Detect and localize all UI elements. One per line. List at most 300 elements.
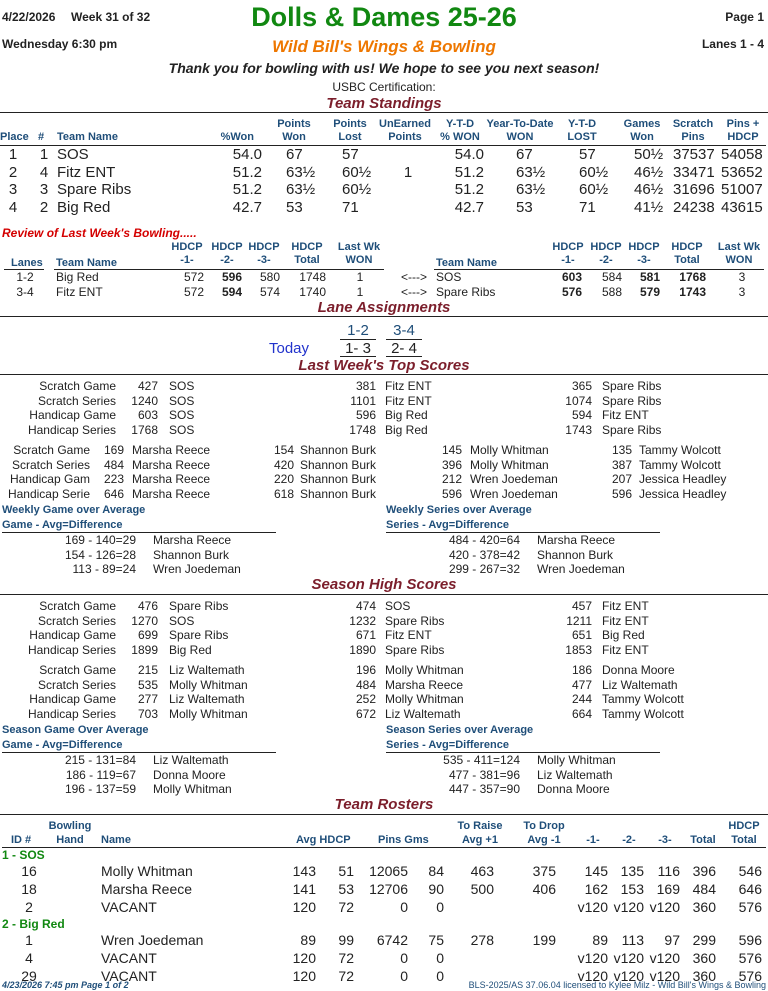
team-score-value: 596: [355, 408, 376, 422]
roster-game-2: 153: [620, 881, 644, 897]
indiv-score-value: 196: [355, 663, 376, 677]
standing-pct-won: 51.2: [232, 163, 262, 181]
team-score-team: SOS: [169, 379, 195, 393]
review-won: 1: [356, 284, 364, 299]
review-game-1: 572: [183, 270, 204, 284]
team-score-team: Fitz ENT: [385, 393, 432, 408]
team-score-label: Scratch Game: [39, 599, 116, 613]
indiv-score-bowler: Molly Whitman: [470, 457, 549, 472]
col-unearned-2: Points: [388, 131, 422, 143]
review-g2-b: -2-: [599, 254, 613, 266]
team-score-value: 603: [137, 408, 158, 422]
standing-points-won: 63½: [286, 181, 316, 198]
standing-team-name: Spare Ribs: [57, 181, 132, 198]
review-opp-game-2: 588: [601, 284, 622, 299]
indiv-score-label: Scratch Series: [37, 677, 116, 692]
roster-bowler-id: 4: [25, 950, 33, 966]
lane-pair-2: 3-4: [393, 322, 415, 339]
col-num: #: [38, 131, 45, 143]
standing-points-won: 53: [286, 198, 303, 216]
roster-bowler-id: 29: [21, 968, 37, 984]
col-points-won-1: Points: [277, 118, 311, 130]
standing-points-lost: 57: [342, 146, 359, 163]
roster-game-1: 162: [584, 881, 608, 897]
indiv-score-bowler: Marsha Reece: [132, 486, 211, 501]
standing-points-lost: 60½: [342, 163, 372, 181]
team-score-team: Big Red: [385, 422, 428, 437]
col-unearned-1: UnEarned: [379, 118, 431, 130]
standing-games-won: 50½: [634, 146, 664, 163]
standing-ytd-pct: 51.2: [454, 163, 484, 181]
review-vs-arrow: <--->: [400, 270, 427, 284]
roster-to-drop: 375: [532, 863, 556, 879]
standing-scratch-pins: 33471: [673, 163, 715, 181]
standing-place: 1: [8, 146, 18, 163]
over-average-calc: 215 - 131=84: [64, 753, 136, 767]
roster-average: 89: [300, 932, 316, 948]
roster-col-hdcp-1: HDCP: [728, 820, 760, 832]
team-score-value: 365: [571, 379, 592, 393]
roster-handicap: 72: [338, 968, 354, 984]
roster-handicap: 99: [338, 932, 354, 948]
review-opp-game-3: 581: [639, 270, 660, 284]
standing-points-won: 63½: [286, 163, 316, 181]
indiv-score-value: 535: [137, 677, 158, 692]
indiv-score-bowler: Molly Whitman: [470, 443, 549, 457]
indiv-score-label: Scratch Game: [13, 443, 90, 457]
review-vs-arrow: <--->: [400, 284, 427, 299]
roster-col-hand-1: Bowling: [48, 820, 92, 832]
over-average-calc: 186 - 119=67: [65, 767, 136, 782]
roster-average: 120: [292, 950, 316, 966]
over-average-bowler: Shannon Burk: [537, 547, 614, 562]
standing-place: 4: [8, 198, 18, 216]
roster-hdcp-total: 576: [738, 968, 762, 984]
last-week-top-title: Last Week's Top Scores: [298, 357, 470, 374]
over-average-calc: 196 - 137=59: [64, 782, 136, 796]
sh-game-over-subtitle: Game - Avg=Difference: [2, 739, 123, 751]
review-team: Big Red: [56, 270, 99, 284]
roster-col-name: Name: [101, 834, 131, 846]
roster-bowler-name: Marsha Reece: [101, 881, 193, 897]
team-score-team: Spare Ribs: [602, 379, 662, 393]
indiv-score-label: Scratch Series: [11, 457, 90, 472]
indiv-score-value: 223: [103, 472, 124, 486]
review-total-1-a: HDCP: [291, 241, 323, 253]
review-lastwk-2-a: WON: [345, 254, 373, 266]
team-score-value: 651: [571, 628, 592, 642]
team-score-value: 474: [355, 599, 376, 613]
roster-hdcp-total: 576: [738, 950, 762, 966]
standing-ytd-lost: 57: [579, 146, 596, 163]
team-score-value: 1211: [566, 613, 592, 628]
review-lastwk-1-a: Last Wk: [337, 241, 381, 253]
roster-game-1: v120: [577, 899, 608, 915]
over-average-calc: 299 - 267=32: [448, 562, 520, 576]
standing-place: 3: [8, 181, 18, 198]
standing-unearned: 1: [403, 163, 413, 181]
standing-points-lost: 71: [342, 198, 359, 216]
roster-col-g3: -3-: [658, 834, 672, 846]
roster-handicap: 51: [338, 863, 354, 879]
roster-total: 299: [692, 932, 716, 948]
indiv-score-bowler: Liz Waltemath: [602, 677, 678, 692]
over-average-calc: 420 - 378=42: [448, 547, 520, 562]
team-score-label: Handicap Game: [29, 628, 116, 642]
col-ytd-pct-1: Y-T-D: [445, 118, 475, 130]
team-score-label: Scratch Series: [37, 393, 116, 408]
roster-to-raise: 500: [470, 881, 494, 897]
review-total: 1740: [299, 284, 326, 299]
indiv-score-bowler: Marsha Reece: [132, 472, 211, 486]
indiv-score-value: 186: [571, 663, 592, 677]
indiv-score-value: 135: [611, 443, 632, 457]
indiv-score-bowler: Shannon Burk: [300, 486, 377, 501]
footer-printed: 4/23/2026 7:45 pm Page 1 of 2: [2, 980, 129, 990]
indiv-score-label: Handicap Game: [29, 692, 116, 706]
review-lanes: 1-2: [16, 270, 34, 284]
team-score-team: Spare Ribs: [602, 422, 662, 437]
standing-games-won: 46½: [634, 181, 664, 198]
standing-team-number: 3: [39, 181, 49, 198]
roster-pins: 12706: [369, 881, 408, 897]
over-average-bowler: Marsha Reece: [537, 533, 616, 547]
indiv-score-value: 703: [137, 706, 158, 721]
team-score-value: 1899: [131, 642, 158, 657]
team-score-team: SOS: [385, 599, 411, 613]
team-score-value: 427: [137, 379, 158, 393]
over-average-bowler: Liz Waltemath: [153, 753, 229, 767]
over-average-bowler: Donna Moore: [537, 782, 610, 796]
indiv-score-value: 212: [441, 472, 462, 486]
team-score-value: 1768: [131, 422, 158, 437]
review-lastwk-2-b: WON: [725, 254, 753, 266]
indiv-score-bowler: Marsha Reece: [132, 457, 211, 472]
over-average-calc: 447 - 357=90: [448, 782, 520, 796]
team-score-team: Fitz ENT: [385, 379, 432, 393]
roster-handicap: 53: [338, 881, 354, 897]
team-score-team: Fitz ENT: [602, 642, 649, 657]
indiv-score-value: 646: [103, 486, 124, 501]
over-average-calc: 484 - 420=64: [448, 533, 520, 547]
over-average-calc: 535 - 411=124: [443, 753, 520, 767]
review-team-header-a: Team Name: [56, 257, 117, 269]
team-score-team: Fitz ENT: [602, 408, 649, 422]
lw-game-over-subtitle: Game - Avg=Difference: [2, 519, 123, 531]
roster-game-1: 89: [592, 932, 608, 948]
center-name: Wild Bill's Wings & Bowling: [272, 37, 496, 56]
standing-pct-won: 51.2: [232, 181, 262, 198]
roster-games: 90: [428, 881, 444, 897]
roster-average: 120: [292, 899, 316, 915]
divider: [0, 316, 768, 317]
roster-team-label: 2 - Big Red: [2, 917, 65, 931]
roster-games: 0: [436, 899, 444, 915]
roster-average: 141: [292, 881, 316, 897]
indiv-score-value: 252: [355, 692, 376, 706]
roster-pins: 6742: [376, 932, 408, 948]
indiv-score-value: 277: [137, 692, 158, 706]
indiv-score-bowler: Liz Waltemath: [385, 706, 461, 721]
roster-games: 0: [436, 968, 444, 984]
team-score-team: Spare Ribs: [169, 599, 229, 613]
standing-games-won: 41½: [634, 198, 664, 216]
over-average-bowler: Molly Whitman: [153, 782, 232, 796]
indiv-score-bowler: Jessica Headley: [639, 486, 727, 501]
standing-team-number: 4: [39, 163, 49, 181]
roster-game-3: 169: [656, 881, 680, 897]
roster-game-3: v120: [649, 968, 680, 984]
indiv-score-value: 207: [611, 472, 632, 486]
indiv-score-value: 396: [441, 457, 462, 472]
roster-col-pins-gms: Pins Gms: [378, 834, 429, 846]
roster-col-hdcp-2: Total: [731, 834, 757, 846]
divider: [0, 112, 768, 113]
over-average-bowler: Wren Joedeman: [153, 562, 241, 576]
standing-ytd-lost: 71: [579, 198, 596, 216]
roster-game-1: v120: [577, 950, 608, 966]
col-scratch-pins-1: Scratch: [672, 118, 714, 130]
review-opp-total: 1768: [679, 270, 706, 284]
roster-game-3: 97: [664, 932, 680, 948]
team-score-label: Scratch Game: [39, 379, 116, 393]
lw-game-over-title: Weekly Game over Average: [2, 504, 146, 516]
indiv-score-bowler: Molly Whitman: [385, 692, 464, 706]
indiv-score-value: 387: [611, 457, 632, 472]
indiv-score-bowler: Tammy Wolcott: [602, 706, 684, 721]
roster-col-total: Total: [690, 834, 716, 846]
lw-series-over-subtitle: Series - Avg=Difference: [386, 519, 509, 531]
team-score-value: 1743: [565, 422, 592, 437]
review-lastwk-1-b: Last Wk: [717, 241, 761, 253]
roster-handicap: 72: [338, 950, 354, 966]
over-average-bowler: Marsha Reece: [153, 533, 232, 547]
page-number: Page 1: [725, 10, 764, 24]
review-game-3: 574: [259, 284, 280, 299]
over-average-bowler: Shannon Burk: [153, 547, 230, 562]
standing-points-won: 67: [286, 146, 303, 163]
review-g3-a: -3-: [257, 254, 271, 266]
over-average-calc: 477 - 381=96: [448, 767, 520, 782]
roster-bowler-name: Wren Joedeman: [101, 932, 204, 948]
roster-to-drop: 199: [532, 932, 556, 948]
col-place: Place: [0, 131, 29, 143]
indiv-score-value: 220: [273, 472, 294, 486]
roster-to-raise: 278: [470, 932, 494, 948]
roster-hdcp-total: 596: [738, 932, 762, 948]
team-score-value: 671: [355, 628, 376, 642]
team-score-team: SOS: [169, 408, 195, 422]
col-ytd-lost-1: Y-T-D: [567, 118, 597, 130]
standing-team-name: Big Red: [57, 198, 111, 216]
indiv-score-bowler: Donna Moore: [602, 663, 675, 677]
indiv-score-value: 618: [273, 486, 294, 501]
week-label: Week 31 of 32: [71, 10, 151, 24]
season-high-title: Season High Scores: [311, 576, 457, 593]
team-score-value: 1270: [131, 613, 158, 628]
col-ytd-won-2: WON: [506, 131, 534, 143]
review-title: Review of Last Week's Bowling.....: [2, 226, 197, 240]
team-score-label: Handicap Series: [27, 642, 116, 657]
roster-col-g1: -1-: [586, 834, 600, 846]
standing-pins-hdcp: 53652: [721, 163, 763, 181]
review-g3-b: -3-: [637, 254, 651, 266]
review-g1-b: -1-: [561, 254, 575, 266]
roster-games: 0: [436, 950, 444, 966]
review-hdcp-1-a: HDCP: [171, 241, 203, 253]
standing-points-lost: 60½: [342, 181, 372, 198]
roster-games: 84: [428, 863, 444, 879]
roster-hdcp-total: 646: [738, 881, 762, 897]
indiv-score-label: Scratch Game: [39, 663, 116, 677]
review-opp-game-3: 579: [639, 284, 660, 299]
roster-total: 484: [692, 881, 716, 897]
col-ytd-won-1: Year-To-Date: [486, 118, 554, 130]
review-game-3: 580: [259, 270, 280, 284]
indiv-score-bowler: Molly Whitman: [169, 677, 248, 692]
indiv-score-bowler: Wren Joedeman: [470, 486, 558, 501]
roster-pins: 0: [400, 950, 408, 966]
indiv-score-value: 244: [571, 692, 592, 706]
roster-hdcp-total: 576: [738, 899, 762, 915]
review-total-2-a: Total: [294, 254, 320, 266]
roster-total: 360: [692, 950, 716, 966]
col-points-lost-2: Lost: [338, 131, 362, 143]
report-date: 4/22/2026: [2, 10, 56, 24]
indiv-score-value: 596: [611, 486, 632, 501]
roster-pins: 0: [400, 968, 408, 984]
over-average-bowler: Wren Joedeman: [537, 562, 625, 576]
col-scratch-pins-2: Pins: [681, 131, 705, 143]
indiv-score-bowler: Tammy Wolcott: [602, 692, 684, 706]
roster-to-raise: 463: [470, 863, 494, 879]
sh-series-over-subtitle: Series - Avg=Difference: [386, 739, 509, 751]
col-games-won-1: Games: [623, 118, 661, 130]
col-points-lost-1: Points: [333, 118, 367, 130]
today-label: Today: [269, 340, 310, 357]
review-hdcp-3-a: HDCP: [248, 241, 280, 253]
review-won: 1: [356, 270, 364, 284]
indiv-score-bowler: Liz Waltemath: [169, 663, 245, 677]
roster-bowler-name: VACANT: [101, 899, 157, 915]
indiv-score-bowler: Liz Waltemath: [169, 692, 245, 706]
standing-team-name: Fitz ENT: [57, 163, 116, 181]
review-lanes: 3-4: [16, 284, 34, 299]
team-score-team: Spare Ribs: [385, 613, 445, 628]
review-opp-game-1: 603: [561, 270, 582, 284]
standing-ytd-pct: 54.0: [454, 146, 484, 163]
indiv-score-value: 154: [273, 443, 294, 457]
team-score-value: 1240: [131, 393, 158, 408]
divider: [0, 814, 768, 815]
roster-total: 360: [692, 968, 716, 984]
team-score-team: Big Red: [169, 642, 212, 657]
indiv-score-label: Handicap Serie: [7, 486, 90, 501]
lanes-range: Lanes 1 - 4: [701, 37, 764, 51]
review-hdcp-2-b: HDCP: [590, 241, 622, 253]
indiv-score-bowler: Tammy Wolcott: [639, 457, 721, 472]
roster-game-2: v120: [613, 968, 644, 984]
team-score-team: Spare Ribs: [602, 393, 662, 408]
standing-pins-hdcp: 54058: [721, 146, 763, 163]
lane-assignments-title: Lane Assignments: [317, 299, 451, 316]
team-score-value: 1101: [350, 393, 376, 408]
standing-pct-won: 42.7: [232, 198, 262, 216]
review-opp-game-2: 584: [601, 270, 622, 284]
roster-bowler-name: VACANT: [101, 950, 157, 966]
over-average-calc: 113 - 89=24: [72, 562, 136, 576]
over-average-bowler: Donna Moore: [153, 767, 226, 782]
standing-place: 2: [8, 163, 18, 181]
indiv-score-bowler: Jessica Headley: [639, 472, 727, 486]
indiv-score-value: 145: [441, 443, 462, 457]
team-score-team: Fitz ENT: [602, 613, 649, 628]
team-score-value: 381: [355, 379, 376, 393]
over-average-bowler: Molly Whitman: [537, 753, 616, 767]
review-hdcp-1-b: HDCP: [552, 241, 584, 253]
review-game-1: 572: [183, 284, 204, 299]
standing-team-number: 1: [39, 146, 49, 163]
roster-game-2: 113: [621, 932, 644, 948]
team-score-value: 1890: [349, 642, 376, 657]
standing-ytd-won: 63½: [516, 163, 546, 181]
roster-total: 396: [692, 863, 716, 879]
team-score-value: 1853: [565, 642, 592, 657]
league-title: Dolls & Dames 25-26: [251, 2, 517, 32]
review-lanes-header: Lanes: [11, 257, 43, 269]
roster-average: 120: [292, 968, 316, 984]
indiv-score-value: 484: [103, 457, 124, 472]
review-opp-game-1: 576: [561, 284, 582, 299]
standing-scratch-pins: 37537: [673, 146, 715, 163]
review-g1-a: -1-: [180, 254, 194, 266]
matchup-1: 1- 3: [345, 340, 371, 357]
standing-ytd-lost: 60½: [579, 163, 609, 181]
roster-to-drop: 406: [532, 881, 556, 897]
over-average-calc: 169 - 140=29: [64, 533, 136, 547]
indiv-score-value: 169: [103, 443, 124, 457]
roster-bowler-id: 2: [25, 899, 33, 915]
indiv-score-bowler: Tammy Wolcott: [639, 443, 721, 457]
lane-pair-1: 1-2: [347, 322, 369, 339]
roster-bowler-name: Molly Whitman: [101, 863, 193, 879]
indiv-score-value: 215: [137, 663, 158, 677]
team-score-team: Spare Ribs: [169, 628, 229, 642]
roster-game-3: 116: [657, 863, 680, 879]
review-opp-won: 3: [738, 284, 746, 299]
team-score-team: SOS: [169, 613, 195, 628]
roster-col-avg-hdcp: Avg HDCP: [296, 834, 351, 846]
col-pct-won: %Won: [220, 131, 254, 143]
col-pins-hdcp-2: HDCP: [727, 131, 759, 143]
lw-series-over-title: Weekly Series over Average: [386, 504, 532, 516]
roster-pins: 0: [400, 899, 408, 915]
standing-ytd-pct: 42.7: [454, 198, 484, 216]
indiv-score-bowler: Shannon Burk: [300, 472, 377, 486]
team-score-label: Scratch Series: [37, 613, 116, 628]
indiv-score-value: 484: [355, 677, 376, 692]
col-team-name: Team Name: [57, 131, 118, 143]
standing-scratch-pins: 31696: [673, 181, 715, 198]
divider: [2, 847, 766, 848]
indiv-score-bowler: Molly Whitman: [385, 663, 464, 677]
indiv-score-label: Handicap Series: [27, 706, 116, 721]
review-total-1-b: HDCP: [671, 241, 703, 253]
roster-bowler-id: 1: [25, 932, 33, 948]
footer-license: BLS-2025/AS 37.06.04 licensed to Kylee Milz - Wild Bill's Wings & Bowling: [468, 980, 766, 990]
matchup-2: 2- 4: [391, 340, 417, 357]
team-score-team: SOS: [169, 422, 195, 437]
